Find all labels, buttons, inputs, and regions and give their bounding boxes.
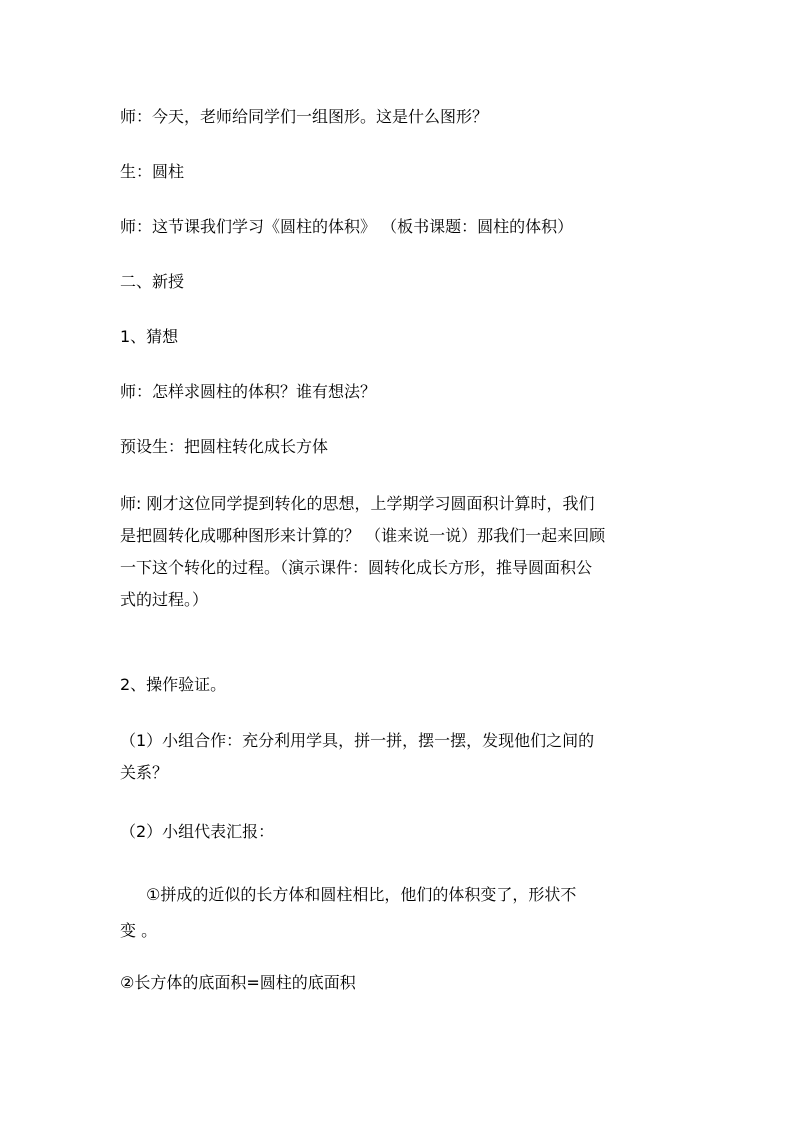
text-line: 二、新授 <box>120 272 185 291</box>
report-point-1 <box>120 877 680 949</box>
dialogue-teacher-intro <box>120 103 680 130</box>
text-line: 关系？ <box>120 763 169 782</box>
text-line: 师：今天，老师给同学们一组图形。这是什么图形？ <box>120 107 489 126</box>
text-line: 一下这个转化的过程。（演示课件：圆转化成长方形，推导圆面积公 <box>120 558 593 577</box>
text-line: （1）小组合作：充分利用学具，拼一拼，摆一摆，发现他们之间的 <box>120 731 595 750</box>
text-line: 师：怎样求圆柱的体积？谁有想法？ <box>120 382 377 401</box>
text-line: 2、操作验证。 <box>120 675 227 694</box>
text-line: 师：这节课我们学习《圆柱的体积》 （板书课题：圆柱的体积） <box>120 217 574 236</box>
step-group-report <box>120 818 680 845</box>
dialogue-teacher-question <box>120 378 680 405</box>
text-line: 式的过程。） <box>120 590 209 609</box>
text-line: （2）小组代表汇报： <box>120 822 275 841</box>
subsection-heading-verify <box>120 671 680 698</box>
report-point-2 <box>120 969 680 996</box>
subsection-heading-guess <box>120 323 680 350</box>
text-line: 是把圆转化成哪种图形来计算的？ （谁来说一说）那我们一起来回顾 <box>120 526 606 545</box>
text-line: 变 。 <box>120 921 158 940</box>
text-line: ②长方体的底面积=圆柱的底面积 <box>120 973 356 992</box>
text-line: 1、猜想 <box>120 327 179 346</box>
text-line: 师: 刚才这位同学提到转化的思想，上学期学习圆面积计算时，我们 <box>120 494 595 513</box>
dialogue-teacher-topic <box>120 213 680 240</box>
dialogue-preset-student <box>120 433 680 460</box>
dialogue-student-answer <box>120 158 680 185</box>
text-line: ①拼成的近似的长方体和圆柱相比，他们的体积变了，形状不 <box>146 885 577 904</box>
text-line: 预设生：把圆柱转化成长方体 <box>120 437 329 456</box>
text-line: 生：圆柱 <box>120 162 185 181</box>
step-group-work <box>120 725 680 789</box>
section-heading-new-lesson <box>120 268 680 295</box>
dialogue-teacher-review <box>120 488 680 616</box>
